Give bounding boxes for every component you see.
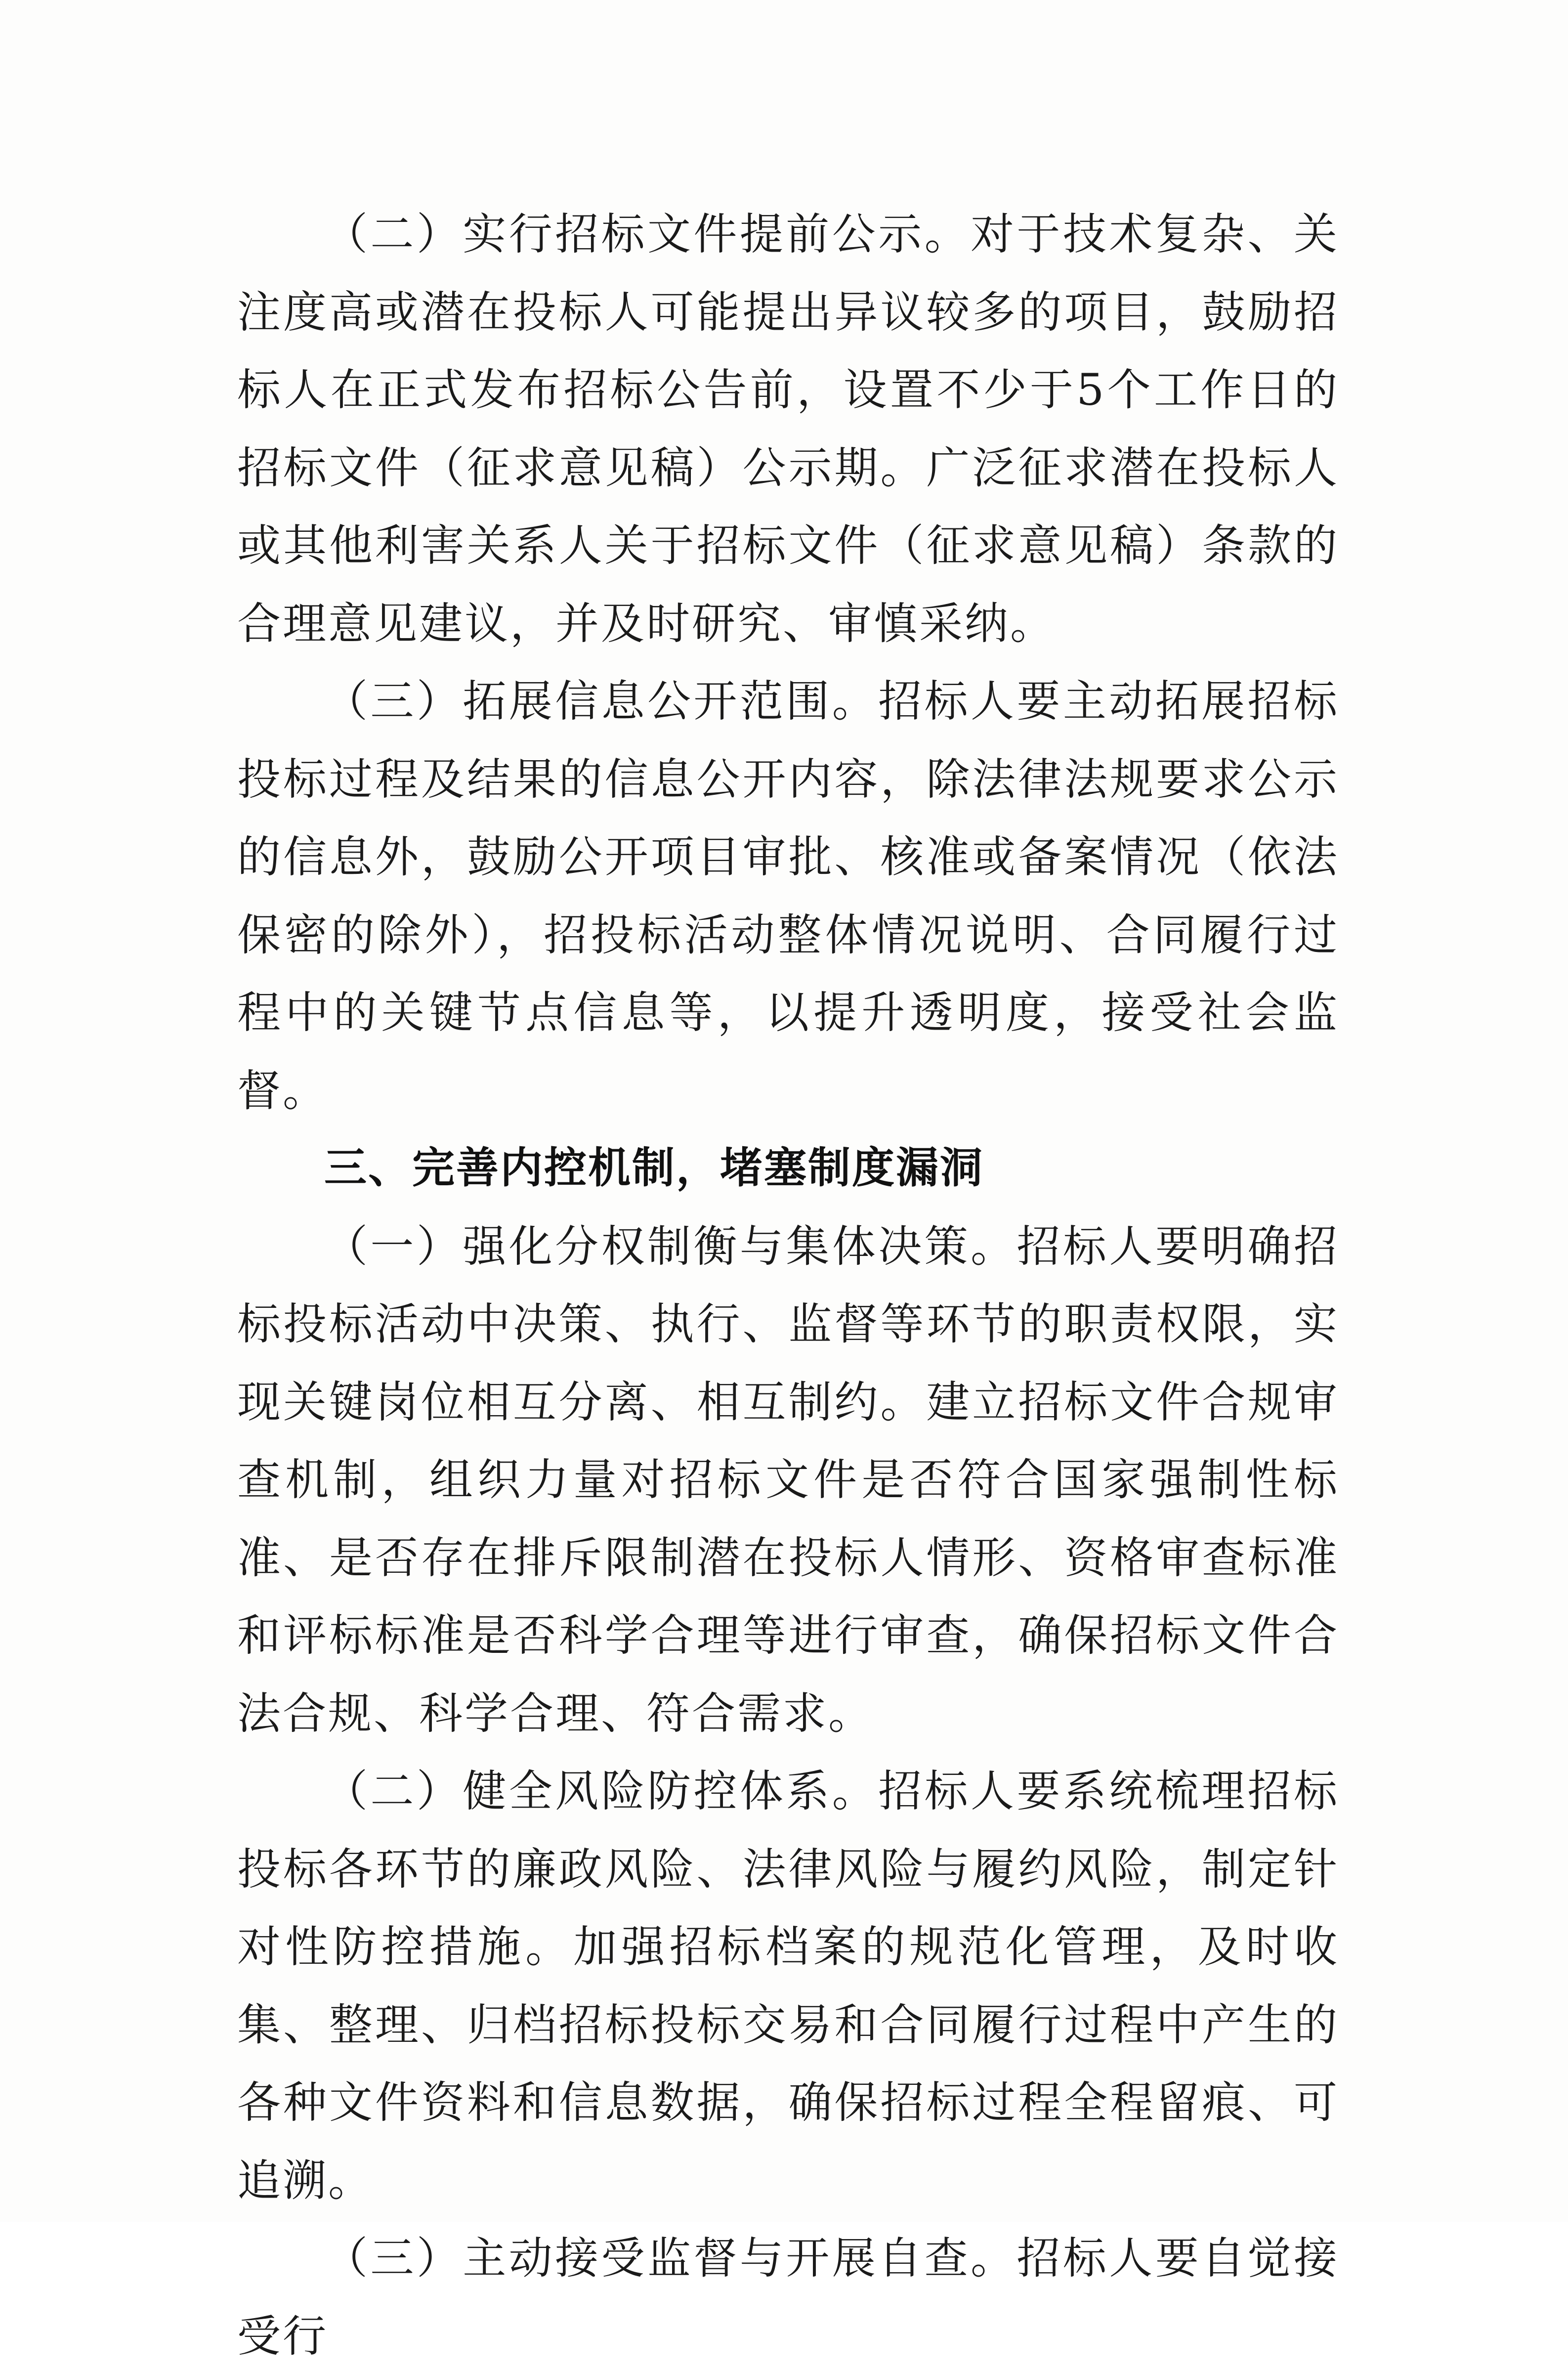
paragraph-publicity: （二）实行招标文件提前公示。对于技术复杂、关注度高或潜在投标人可能提出异议较多的项目，鼓励招标人在正式发布招标公告前，设置不少于5个工作日的招标文件（征求意见稿）公示期。广泛征求潜在投标人或其他利害关系人关于招标文件（征求意见稿）条款的合理意见建议，并及时研究、审慎采纳。 (237, 209, 1339, 649)
document-body (237, 195, 1339, 2375)
section-heading-internal-control: 三、完善内控机制，堵塞制度漏洞 (324, 1143, 984, 1193)
paragraph-supervision-self-check: （三）主动接受监督与开展自查。招标人要自觉接受行 (237, 2233, 1339, 2362)
paragraph-checks-and-balances: （一）强化分权制衡与集体决策。招标人要明确招标投标活动中决策、执行、监督等环节的职责权限，实现关键岗位相互分离、相互制约。建立招标文件合规审查机制，组织力量对招标文件是否符合国家强制性标准、是否存在排斥限制潜在投标人情形、资格审查标准和评标标准是否科学合理等进行审查，确保招标文件合法合规、科学合理、符合需求。 (237, 1220, 1339, 1739)
paragraph-information-disclosure: （三）拓展信息公开范围。招标人要主动拓展招标投标过程及结果的信息公开内容，除法律法规要求公示的信息外，鼓励公开项目审批、核准或备案情况（依法保密的除外），招投标活动整体情况说明、合同履行过程中的关键节点信息等，以提升透明度，接受社会监督。 (237, 676, 1339, 1116)
paragraph-risk-control: （二）健全风险防控体系。招标人要系统梳理招标投标各环节的廉政风险、法律风险与履约风险，制定针对性防控措施。加强招标档案的规范化管理，及时收集、整理、归档招标投标交易和合同履行过程中产生的各种文件资料和信息数据，确保招标过程全程留痕、可追溯。 (237, 1766, 1339, 2206)
